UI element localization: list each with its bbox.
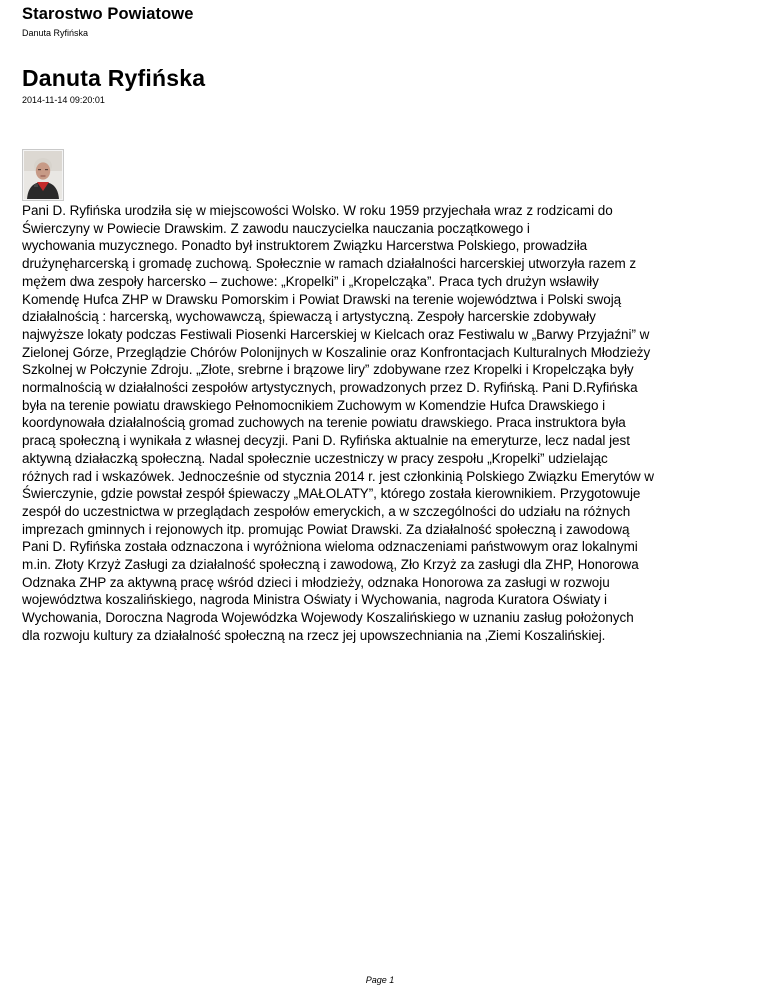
body-line: działalnością : harcerską, wychowawczą, śpiewaczą i artystyczną. Zespoły harcerskie zdobywały [22, 309, 596, 325]
body-line: pracą społeczną i wynikała z własnej decyzji. Pani D. Ryfińska aktualnie na emeryturze, lecz nadal jest [22, 433, 630, 449]
page-number: Page 1 [365, 975, 395, 985]
portrait-image [24, 151, 62, 199]
body-line: Świerczynie, gdzie powstał zespół śpiewaczy „MAŁOLATY”, którego została kierownikiem. Przygotowuje [22, 486, 641, 502]
body-line: województwa koszalińskiego, nagroda Ministra Oświaty i Wychowania, nagroda Kuratora Oświaty i [22, 592, 607, 608]
body-line: mężem dwa zespoły harcersko – zuchowe: „Kropelki” i „Kropelcząka”. Praca tych drużyn wsławiły [22, 273, 599, 289]
article-title: Danuta Ryfińska [22, 65, 206, 91]
site-title: Starostwo Powiatowe [22, 5, 194, 23]
body-line: m.in. Złoty Krzyż Zasługi za działalność społeczną i zawodową, Zło Krzyż za zasługi dla ZHP, Honorowa [22, 557, 639, 573]
body-line: drużynęharcerską i gromadę zuchową. Społecznie w ramach działalności harcerskiej utworzyła razem z [22, 256, 637, 272]
site-subtitle: Danuta Ryfińska [22, 28, 89, 38]
article [22, 64, 752, 645]
body-line: wychowania muzycznego. Ponadto był instruktorem Związku Harcerstwa Polskiego, prowadziła [22, 238, 588, 254]
body-line: Świerczyny w Powiecie Drawskim. Z zawodu nauczycielka nauczania początkowego i [22, 220, 530, 236]
body-line: była na terenie powiatu drawskiego Pełnomocnikiem Zuchowym w Komendzie Hufca Drawskiego i [22, 397, 606, 413]
body-line: Szkolnej w Połczynie Zdroju. „Złote, srebrne i brązowe liry” zdobywane rzez Kropelki i Kropelcząka były [22, 362, 634, 378]
site-header [22, 4, 746, 39]
body-line: najwyższe lokaty podczas Festiwali Piosenki Harcerskiej w Kielcach oraz Festiwalu w „Barwy Przyjaźni” w [22, 326, 650, 342]
body-line: imprezach gminnych i rejonowych itp. promując Powiat Drawski. Za działalność społeczną i zawodową [22, 521, 630, 537]
body-line: aktywną działaczką społeczną. Nadal społecznie uczestniczy w pracy zespołu „Kropelki” udzielając [22, 450, 608, 466]
body-line: Pani D. Ryfińska urodziła się w miejscowości Wolsko. W roku 1959 przyjechała wraz z rodzicami do [22, 203, 613, 218]
body-line: Wychowania, Doroczna Nagroda Wojewódzka Wojewody Koszalińskiego w uznaniu zasług położonych [22, 610, 634, 626]
body-line: dla rozwoju kultury za działalność społeczną na rzecz jej upowszechniania na ‚Ziemi Koszalińskiej. [22, 627, 606, 643]
body-line: Pani D. Ryfińska została odznaczona i wyróżniona wieloma odznaczeniami państwowym oraz lokalnymi [22, 539, 638, 555]
portrait-photo [22, 149, 64, 201]
body-line: różnych rad i wskazówek. Jednocześnie od stycznia 2014 r. jest członkinią Polskiego Związku Emerytów w [22, 468, 654, 484]
body-line: normalnością w działalności zespołów artystycznych, prowadzonych przez D. Ryfińską. Pani D.Ryfińska [22, 380, 638, 396]
page-footer [0, 975, 760, 986]
body-line: zespół do uczestnictwa w przeglądach zespołów emeryckich, a w szczególności do udziału na różnych [22, 503, 631, 519]
article-date: 2014-11-14 09:20:01 [22, 95, 105, 105]
body-line: koordynowała działalnością gromad zuchowych na terenie powiatu drawskiego. Praca instruktora była [22, 415, 626, 431]
article-body [22, 202, 758, 645]
body-line: Zielonej Górze, Przeglądzie Chórów Polonijnych w Koszalinie oraz Konfrontacjach Kulturalnych Młodzieży [22, 344, 651, 360]
body-line: Odznaka ZHP za aktywną pracę wśród dzieci i młodzieży, odznaka Honorowa za zasługi w rozwoju [22, 574, 610, 590]
body-line: Komendę Hufca ZHP w Drawsku Pomorskim i Powiat Drawski na terenie województwa i Polski swoją [22, 291, 622, 307]
